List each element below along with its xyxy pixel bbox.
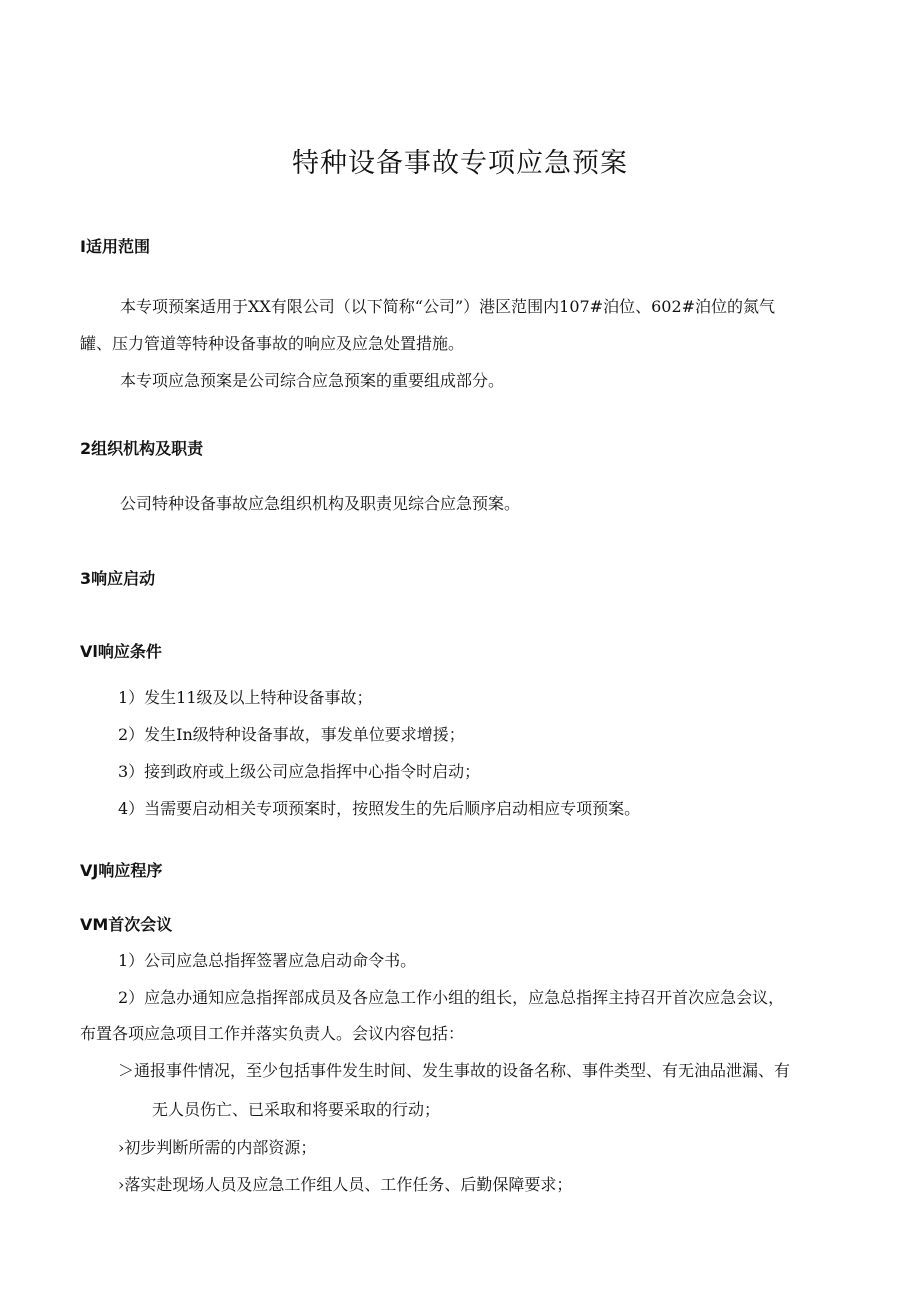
bullet-item-3: ›落实赴现场人员及应急工作组人员、工作任务、后勤保障要求； (118, 1175, 573, 1194)
section-heading-scope: I适用范围 (80, 237, 150, 256)
condition-item: 4）当需要启动相关专项预案时，按照发生的先后顺序启动相应专项预案。 (118, 799, 641, 818)
meeting-item-2-line2: 布置各项应急项目工作并落实负责人。会议内容包括： (80, 1024, 465, 1043)
bullet-item-2: ›初步判断所需的内部资源； (118, 1138, 317, 1157)
subsection-heading-first-meeting: VM首次会议 (80, 915, 173, 934)
scope-paragraph-line1: 本专项预案适用于XX有限公司（以下简称“公司”）港区范围内107#泊位、602#泊位的氮气 (120, 297, 776, 316)
condition-item: 2）发生In级特种设备事故，事发单位要求增援； (118, 725, 465, 744)
section-heading-response-start: 3响应启动 (80, 569, 156, 588)
condition-item: 3）接到政府或上级公司应急指挥中心指令时启动； (118, 762, 481, 781)
condition-item: 1）发生11级及以上特种设备事故； (118, 688, 373, 707)
subsection-heading-response-conditions: Vl响应条件 (80, 642, 162, 661)
scope-paragraph-line2: 罐、压力管道等特种设备事故的响应及应急处置措施。 (80, 334, 465, 353)
scope-paragraph-2: 本专项应急预案是公司综合应急预案的重要组成部分。 (120, 371, 505, 390)
meeting-item-2-line1: 2）应急办通知应急指挥部成员及各应急工作小组的组长，应急总指挥主持召开首次应急会议， (118, 988, 785, 1007)
bullet-item-1-line2: 无人员伤亡、已采取和将要采取的行动； (152, 1100, 441, 1119)
organization-paragraph: 公司特种设备事故应急组织机构及职责见综合应急预案。 (120, 494, 521, 513)
section-heading-organization: 2组织机构及职责 (80, 439, 204, 458)
meeting-item-1: 1）公司应急总指挥签署应急启动命令书。 (118, 951, 417, 970)
subsection-heading-response-procedure: VJ响应程序 (80, 861, 163, 880)
document-title: 特种设备事故专项应急预案 (292, 148, 628, 179)
bullet-item-1-line1: ＞通报事件情况，至少包括事件发生时间、发生事故的设备名称、事件类型、有无油品泄漏、有 (118, 1061, 791, 1080)
